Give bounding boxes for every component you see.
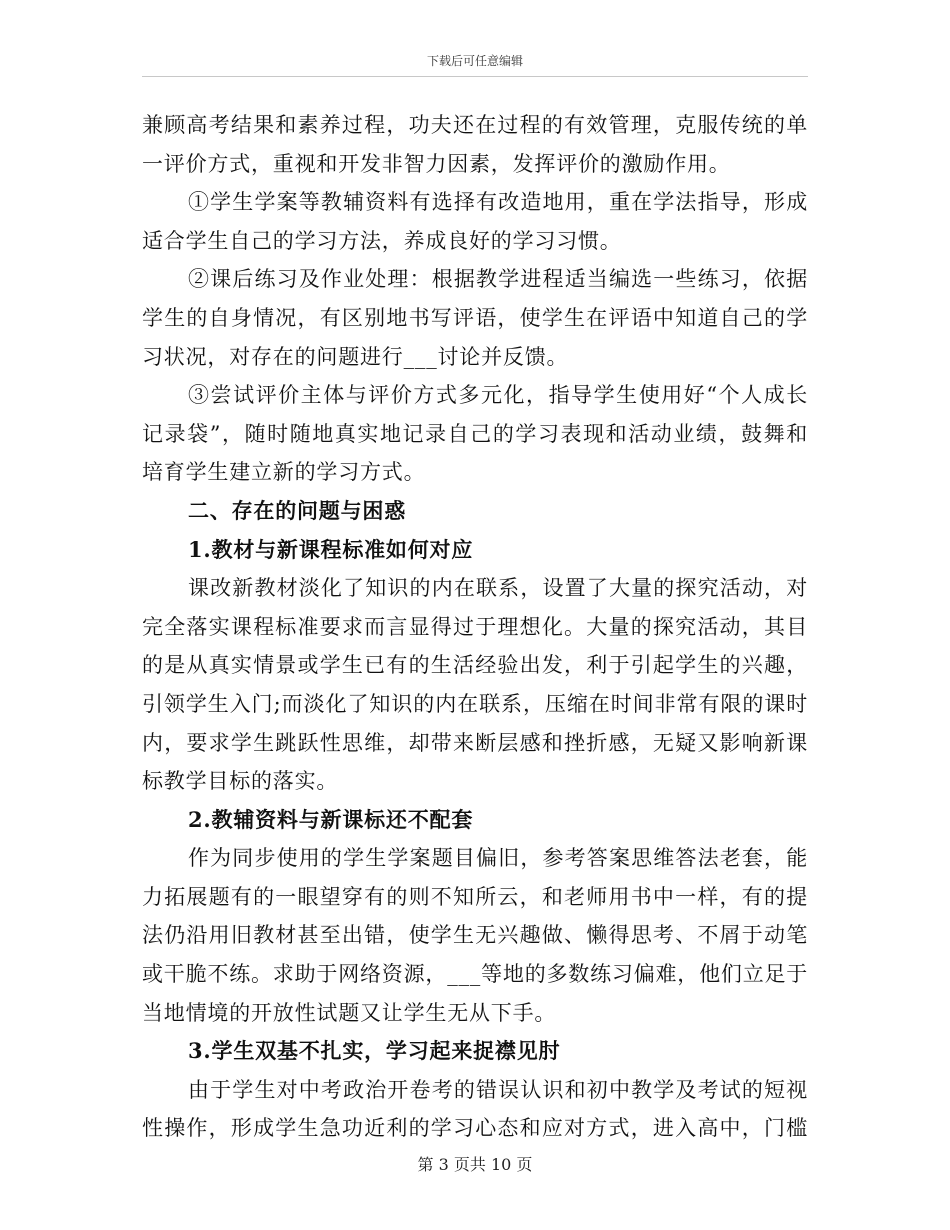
page-header: 下载后可任意编辑 [426, 54, 523, 68]
text-line: 性操作，形成学生急功近利的学习心态和应对方式，进入高中，门槛 [142, 1116, 808, 1141]
text-line: 适合学生自己的学习方法，养成良好的学习习惯。 [142, 228, 622, 253]
text-line: 内，要求学生跳跃性思维，却带来断层感和挫折感，无疑又影响新课 [142, 730, 808, 755]
page-footer: 第 3 页共 10 页 [417, 1155, 533, 1174]
text-line: 学生的自身情况，有区别地书写评语，使学生在评语中知道自己的学 [142, 305, 808, 330]
text-line: 或干脆不练。求助于网络资源，___等地的多数练习偏难，他们立足于 [142, 962, 809, 987]
section-heading: 1.教材与新课程标准如何对应 [188, 536, 474, 562]
text-line: 完全落实课程标准要求而言显得过于理想化。大量的探究活动，其目 [142, 614, 808, 639]
text-line: 一评价方式，重视和开发非智力因素，发挥评价的激励作用。 [142, 151, 731, 176]
text-line: 的是从真实情景或学生已有的生活经验出发，利于引起学生的兴趣， [142, 653, 808, 678]
section-heading: 3.学生双基不扎实，学习起来捉襟见肘 [188, 1038, 561, 1064]
section-heading: 二、存在的问题与困惑 [188, 497, 406, 523]
text-line: 由于学生对中考政治开卷考的错误认识和初中教学及考试的短视 [188, 1077, 808, 1102]
text-line: ③尝试评价主体与评价方式多元化，指导学生使用好“个人成长 [188, 383, 808, 408]
text-line: 记录袋”，随时随地真实地记录自己的学习表现和活动业绩，鼓舞和 [142, 421, 808, 446]
text-line: 兼顾高考结果和素养过程，功夫还在过程的有效管理，克服传统的单 [142, 113, 808, 137]
text-line: 当地情境的开放性试题又让学生无从下手。 [142, 1000, 557, 1025]
text-line: 法仍沿用旧教材甚至出错，使学生无兴趣做、懒得思考、不屑于动笔 [142, 923, 808, 948]
text-line: 作为同步使用的学生学案题目偏旧，参考答案思维答法老套，能 [188, 846, 808, 871]
text-line: ②课后练习及作业处理：根据教学进程适当编选一些练习，依据 [188, 267, 808, 292]
text-line: 课改新教材淡化了知识的内在联系，设置了大量的探究活动，对 [188, 576, 808, 601]
text-line: 标教学目标的落实。 [142, 769, 339, 794]
text-line: 引领学生入门;而淡化了知识的内在联系，压缩在时间非常有限的课时 [142, 691, 808, 716]
section-heading: 2.教辅资料与新课标还不配套 [188, 806, 474, 832]
body-text [142, 106, 808, 1148]
text-line: 培育学生建立新的学习方式。 [142, 460, 426, 485]
text-line: ①学生学案等教辅资料有选择有改造地用，重在学法指导，形成 [188, 190, 808, 215]
header-divider [142, 76, 808, 77]
text-line: 习状况，对存在的问题进行___讨论并反馈。 [142, 344, 569, 369]
text-line: 力拓展题有的一眼望穿有的则不知所云，和老师用书中一样，有的提 [142, 884, 808, 909]
